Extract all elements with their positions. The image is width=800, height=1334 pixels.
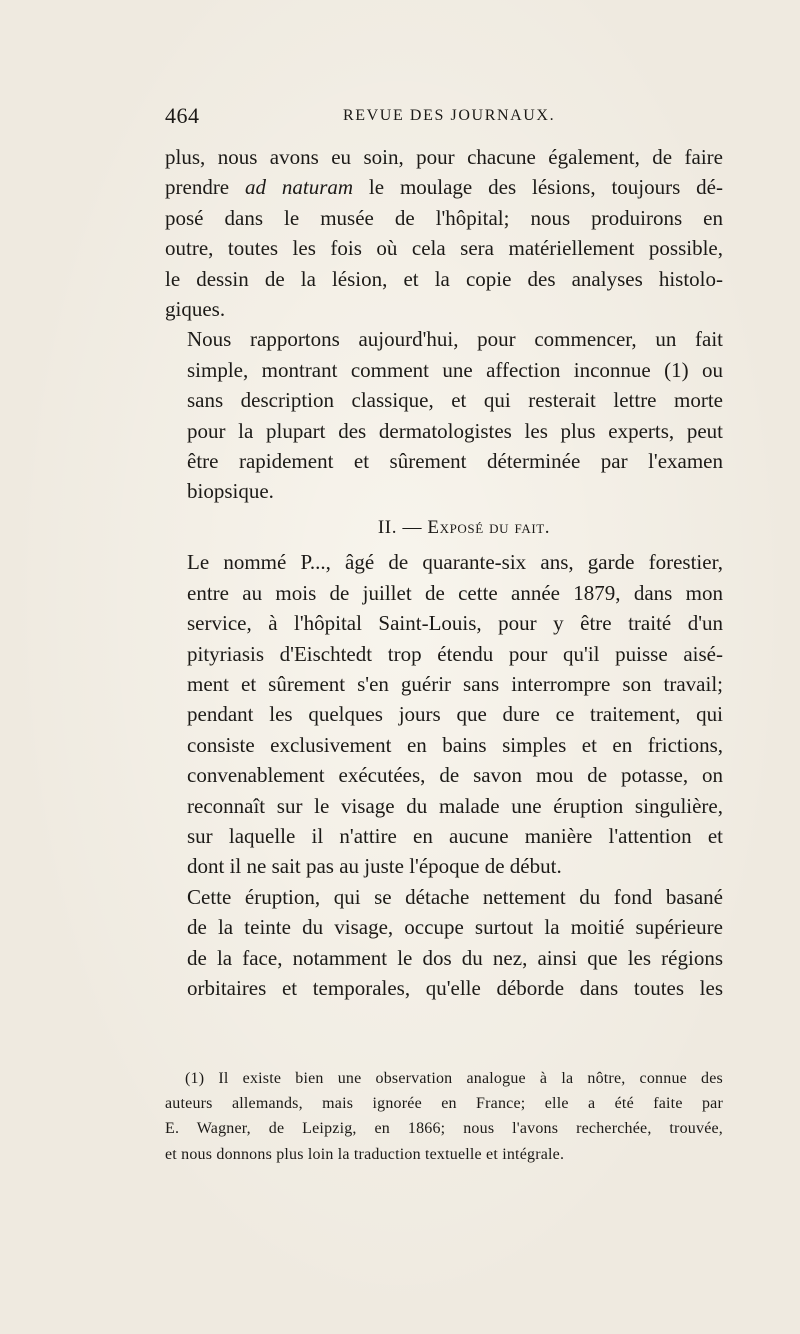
footnote bbox=[165, 1066, 723, 1167]
text-line: pityriasis d'Eischtedt trop étendu pour qu'il puisse aisé- bbox=[187, 641, 723, 666]
paragraph-4 bbox=[165, 882, 723, 1004]
section-heading bbox=[165, 513, 723, 543]
text-line: Nous rapportons aujourd'hui, pour commencer, un fait bbox=[187, 327, 723, 352]
footnote-line: E. Wagner, de Leipzig, en 1866; nous l'avons recherchée, trouvée, bbox=[165, 1120, 723, 1138]
text-line: consiste exclusivement en bains simples et en frictions, bbox=[187, 732, 723, 757]
body-text bbox=[165, 142, 723, 1003]
text-line: orbitaires et temporales, qu'elle déborde dans toutes les bbox=[187, 975, 723, 1000]
text-line: service, à l'hôpital Saint-Louis, pour y être traité d'un bbox=[187, 611, 723, 636]
text-line: simple, montrant comment une affection inconnue (1) ou bbox=[187, 357, 723, 382]
text-line: plus, nous avons eu soin, pour chacune également, de faire bbox=[165, 145, 723, 169]
text-line: pour la plupart des dermatologistes les plus experts, peut bbox=[187, 418, 723, 443]
text-line: sur laquelle il n'attire en aucune manière l'attention et bbox=[187, 823, 723, 848]
paragraph-1 bbox=[165, 142, 723, 324]
text-line: de la teinte du visage, occupe surtout la moitié supérieure bbox=[187, 915, 723, 940]
text-line: outre, toutes les fois où cela sera matériellement possible, bbox=[165, 236, 723, 261]
page-number: 464 bbox=[165, 103, 200, 128]
footnote-line: auteurs allemands, mais ignorée en France; elle a été faite par bbox=[165, 1095, 723, 1113]
text-line bbox=[165, 172, 723, 202]
section-number: II. bbox=[377, 516, 398, 538]
text-fragment: le moulage des lésions, toujours dé- bbox=[353, 175, 723, 200]
text-line: être rapidement et sûrement déterminée par l'examen bbox=[187, 449, 723, 474]
footnote-line: (1) Il existe bien une observation analogue à la nôtre, connue des bbox=[185, 1070, 723, 1087]
text-line: biopsique. bbox=[187, 479, 274, 504]
text-line: reconnaît sur le visage du malade une éruption singulière, bbox=[187, 793, 723, 818]
text-line: Cette éruption, qui se détache nettement du fond basané bbox=[187, 884, 723, 909]
text-line: sans description classique, et qui resterait lettre morte bbox=[187, 388, 723, 413]
text-line: le dessin de la lésion, et la copie des analyses histolo- bbox=[165, 266, 723, 291]
text-line: giques. bbox=[165, 297, 226, 322]
text-line: dont il ne sait pas au juste l'époque de début. bbox=[187, 854, 562, 879]
paragraph-3 bbox=[165, 547, 723, 881]
text-line: Le nommé P..., âgé de quarante-six ans, garde forestier, bbox=[187, 550, 723, 575]
running-title: REVUE DES JOURNAUX. bbox=[343, 107, 556, 124]
text-line: de la face, notamment le dos du nez, ainsi que les régions bbox=[187, 945, 723, 970]
text-line: posé dans le musée de l'hôpital; nous produirons en bbox=[165, 205, 723, 230]
text-fragment: prendre bbox=[165, 175, 245, 200]
section-dash: — bbox=[402, 516, 423, 538]
section-title: Exposé du fait. bbox=[427, 516, 551, 538]
text-line: ment et sûrement s'en guérir sans interrompre son travail; bbox=[187, 671, 723, 696]
latin-phrase: ad naturam bbox=[245, 175, 354, 200]
footnote-line: et nous donnons plus loin la traduction textuelle et intégrale. bbox=[165, 1145, 565, 1163]
paragraph-2 bbox=[165, 324, 723, 506]
running-header bbox=[165, 103, 723, 129]
text-line: entre au mois de juillet de cette année 1879, dans mon bbox=[187, 580, 723, 605]
text-line: convenablement exécutées, de savon mou de potasse, on bbox=[187, 763, 723, 788]
text-line: pendant les quelques jours que dure ce traitement, qui bbox=[187, 702, 723, 727]
